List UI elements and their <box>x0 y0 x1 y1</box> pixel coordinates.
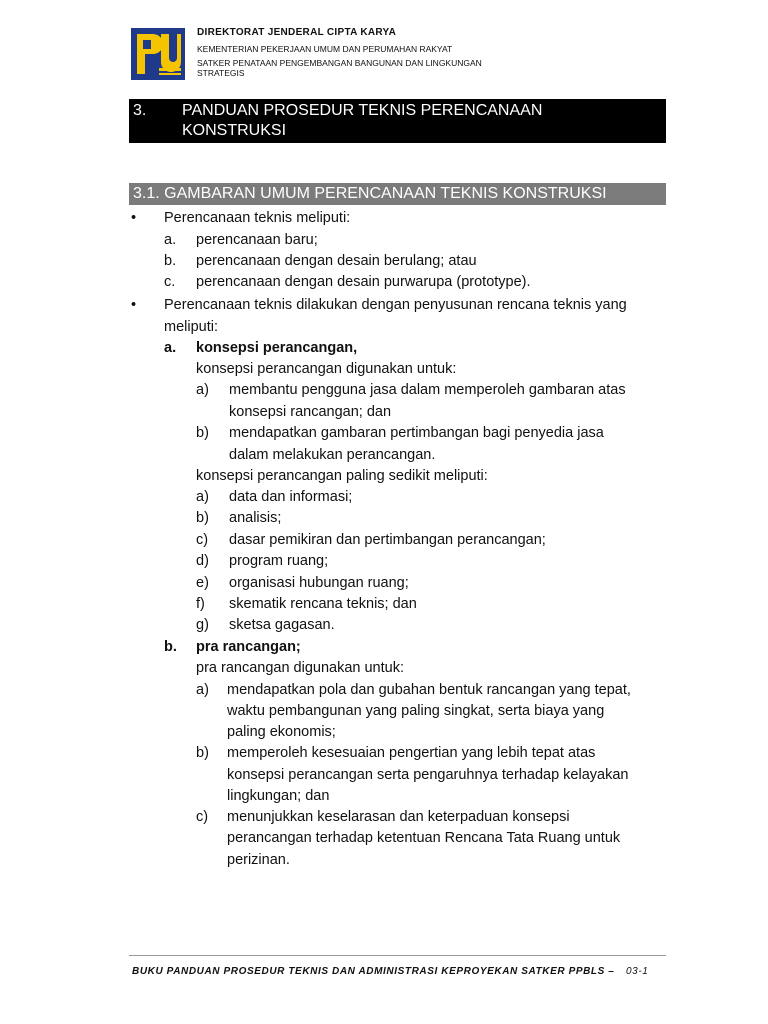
list-label: f) <box>196 596 205 612</box>
list-label: b) <box>196 745 209 761</box>
section-heading <box>129 183 666 205</box>
list-item: membantu pengguna jasa dalam memperoleh gambaran atas <box>229 382 626 398</box>
list-item: perencanaan dengan desain berulang; atau <box>196 253 477 269</box>
page-number: 03-1 <box>626 966 649 977</box>
list-label: a) <box>196 382 209 398</box>
list-item: skematik rencana teknis; dan <box>229 596 417 612</box>
list-item-cont: konsepsi rancangan; dan <box>229 404 392 420</box>
list-item-cont: perizinan. <box>227 852 290 868</box>
footer-text: BUKU PANDUAN PROSEDUR TEKNIS DAN ADMINISTRASI KEPROYEKAN SATKER PPBLS – <box>132 966 615 977</box>
part-a-label: a. <box>164 340 177 356</box>
bullet2-line2: meliputi: <box>164 319 218 335</box>
list-item: mendapatkan gambaran pertimbangan bagi penyedia jasa <box>229 425 604 441</box>
list-item: menunjukkan keselarasan dan keterpaduan konsepsi <box>227 809 570 825</box>
bullet2-line1: Perencanaan teknis dilakukan dengan penyusunan rencana teknis yang <box>164 297 627 313</box>
bullet-glyph: • <box>131 210 137 226</box>
list-label: d) <box>196 553 209 569</box>
pu-logo <box>131 28 185 80</box>
part-b-label: b. <box>164 639 177 655</box>
list-item: mendapatkan pola dan gubahan bentuk rancangan yang tepat, <box>227 682 631 698</box>
part-a-intro: konsepsi perancangan digunakan untuk: <box>196 361 457 377</box>
part-a-heading: konsepsi perancangan, <box>196 340 358 356</box>
header-org: DIREKTORAT JENDERAL CIPTA KARYA <box>197 27 397 38</box>
footer-divider <box>129 955 666 956</box>
part-b-heading: pra rancangan; <box>196 639 301 655</box>
list-item-cont: dalam melakukan perancangan. <box>229 447 436 463</box>
list-item: organisasi hubungan ruang; <box>229 575 409 591</box>
list-label: c) <box>196 532 209 548</box>
header-satker: SATKER PENATAAN PENGEMBANGAN BANGUNAN DAN LINGKUNGAN STRATEGIS <box>197 58 482 78</box>
list-label: c) <box>196 809 209 825</box>
bullet1-text: Perencanaan teknis meliputi: <box>164 210 351 226</box>
list-item: perencanaan dengan desain purwarupa (prototype). <box>196 274 531 290</box>
chapter-heading <box>129 99 666 143</box>
section-title: 3.1. GAMBARAN UMUM PERENCANAAN TEKNIS KONSTRUKSI <box>133 185 607 202</box>
list-item: dasar pemikiran dan pertimbangan perancangan; <box>229 532 546 548</box>
list-label: b) <box>196 425 209 441</box>
list-item: perencanaan baru; <box>196 232 318 248</box>
list-item-cont: lingkungan; dan <box>227 788 330 804</box>
list-item: data dan informasi; <box>229 489 353 505</box>
part-a-intro2: konsepsi perancangan paling sedikit meliputi: <box>196 468 488 484</box>
list-item-cont: perancangan terhadap ketentuan Rencana Tata Ruang untuk <box>227 830 621 846</box>
list-label: a. <box>164 232 177 248</box>
list-label: b) <box>196 510 209 526</box>
list-label: g) <box>196 617 209 633</box>
list-item-cont: waktu pembangunan yang paling singkat, serta biaya yang <box>227 703 605 719</box>
bullet-glyph: • <box>131 297 137 313</box>
list-label: c. <box>164 274 176 290</box>
list-label: a) <box>196 489 209 505</box>
list-item: sketsa gagasan. <box>229 617 335 633</box>
list-label: e) <box>196 575 209 591</box>
chapter-title: PANDUAN PROSEDUR TEKNIS PERENCANAAN KONSTRUKSI <box>182 102 543 139</box>
part-b-intro: pra rancangan digunakan untuk: <box>196 660 404 676</box>
list-item-cont: konsepsi perancangan serta pengaruhnya terhadap kelayakan <box>227 767 629 783</box>
list-item: program ruang; <box>229 553 329 569</box>
list-item-cont: paling ekonomis; <box>227 724 336 740</box>
list-label: a) <box>196 682 209 698</box>
list-item: memperoleh kesesuaian pengertian yang lebih tepat atas <box>227 745 596 761</box>
list-label: b. <box>164 253 177 269</box>
list-item: analisis; <box>229 510 282 526</box>
chapter-number: 3. <box>133 102 147 119</box>
header-ministry: KEMENTERIAN PEKERJAAN UMUM DAN PERUMAHAN RAKYAT <box>197 44 453 54</box>
